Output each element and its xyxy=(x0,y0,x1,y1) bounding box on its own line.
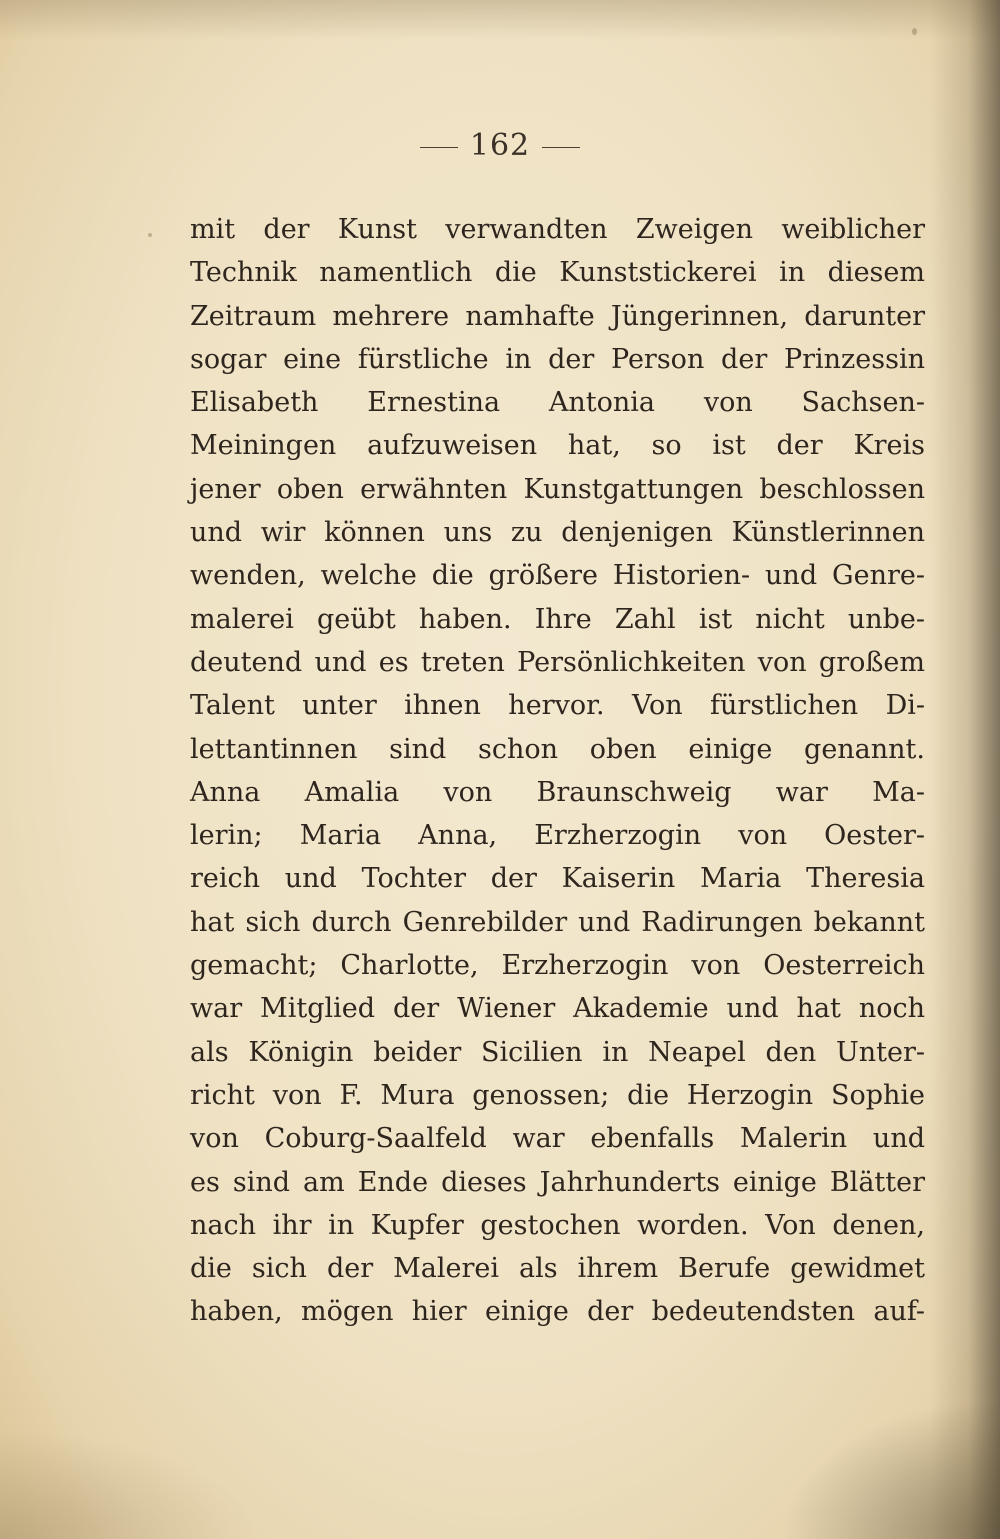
text-line: Talent unter ihnen hervor. Von fürstlichen Di- xyxy=(190,690,925,722)
body-text xyxy=(190,208,925,1334)
text-line: lerin; Maria Anna, Erzherzogin von Oester- xyxy=(190,820,925,852)
ink-speck xyxy=(912,28,917,35)
text-line: richt von F. Mura genossen; die Herzogin Sophie xyxy=(190,1079,925,1111)
text-line: von Coburg-Saalfeld war ebenfalls Malerin und xyxy=(190,1123,925,1155)
header-dash-right xyxy=(542,147,580,148)
text-line: und wir können uns zu denjenigen Künstlerinnen xyxy=(190,517,925,549)
text-line: deutend und es treten Persönlichkeiten von großem xyxy=(190,646,925,678)
text-line: es sind am Ende dieses Jahrhunderts einige Blätter xyxy=(190,1166,925,1198)
text-line: Technik namentlich die Kunststickerei in diesem xyxy=(190,257,925,289)
header-dash-left xyxy=(420,147,458,148)
page-binding-shadow xyxy=(930,0,1000,1539)
ink-speck xyxy=(148,233,152,237)
text-line: nach ihr in Kupfer gestochen worden. Von denen, xyxy=(190,1209,925,1241)
text-line: malerei geübt haben. Ihre Zahl ist nicht unbe- xyxy=(190,603,925,635)
page-corner-shadow xyxy=(780,1399,1000,1539)
text-line: gemacht; Charlotte, Erzherzogin von Oesterreich xyxy=(190,950,925,982)
page-header xyxy=(0,128,1000,163)
text-line: Zeitraum mehrere namhafte Jüngerinnen, darunter xyxy=(190,300,925,332)
page-number: 162 xyxy=(469,128,531,163)
page-corner-stain xyxy=(0,1429,260,1539)
text-line: wenden, welche die größere Historien- und Genre- xyxy=(190,560,925,592)
text-line: Elisabeth Ernestina Antonia von Sachsen- xyxy=(190,387,925,419)
text-line: war Mitglied der Wiener Akademie und hat noch xyxy=(190,993,925,1025)
page-top-shadow xyxy=(0,0,1000,40)
text-line: jener oben erwähnten Kunstgattungen beschlossen xyxy=(190,473,925,505)
text-line: Anna Amalia von Braunschweig war Ma- xyxy=(190,776,925,808)
text-line: Meiningen aufzuweisen hat, so ist der Kreis xyxy=(190,430,925,462)
text-line: mit der Kunst verwandten Zweigen weiblicher xyxy=(190,214,925,245)
text-line: hat sich durch Genrebilder und Radirungen bekannt xyxy=(190,906,925,938)
text-line: lettantinnen sind schon oben einige genannt. xyxy=(190,733,925,765)
text-line: haben, mögen hier einige der bedeutendsten auf- xyxy=(190,1296,925,1328)
text-line: reich und Tochter der Kaiserin Maria Theresia xyxy=(190,863,925,895)
text-line: sogar eine fürstliche in der Person der Prinzessin xyxy=(190,343,925,375)
text-line: die sich der Malerei als ihrem Berufe gewidmet xyxy=(190,1253,925,1285)
text-line: als Königin beider Sicilien in Neapel den Unter- xyxy=(190,1036,925,1068)
